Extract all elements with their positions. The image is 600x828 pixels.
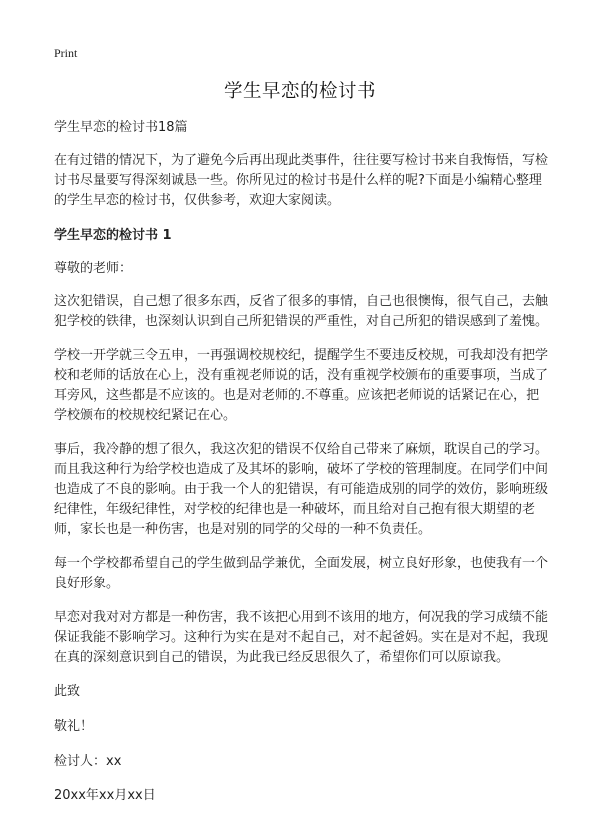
document-body xyxy=(54,118,548,806)
body-paragraph: 学校一开学就三令五申，一再强调校规校纪，提醒学生不要违反校规，可我却没有把学校和老师的话放在心上，没有重视老师说的话，没有重视学校颁布的重要事项，当成了耳旁风，这些都是不应该的。也是对老师的.不尊重。应该把老师说的话紧记在心，把学校颁布的校规校纪紧记在心。 xyxy=(54,348,549,423)
document-subtitle: 学生早恋的检讨书18篇 xyxy=(54,120,188,135)
body-paragraph: 每一个学校都希望自己的学生做到品学兼优，全面发展，树立良好形象，也使我有一个良好形象。 xyxy=(54,556,549,591)
signer-line: 检讨人：xx xyxy=(54,754,122,769)
date-line: 20xx年xx月xx日 xyxy=(54,788,156,803)
body-paragraph: 这次犯错误，自己想了很多东西，反省了很多的事情，自己也很懊悔，很气自己，去触犯学校的铁律，也深刻认识到自己所犯错误的严重性，对自己所犯的错误感到了羞愧。 xyxy=(54,294,549,329)
section-heading: 学生早恋的检讨书 1 xyxy=(54,228,172,243)
page-title: 学生早恋的检讨书 xyxy=(223,81,376,102)
closing-line: 此致 xyxy=(54,684,81,699)
body-paragraph: 早恋对我对对方都是一种伤害，我不该把心用到不该用的地方，何况我的学习成绩不能保证我能不影响学习。这种行为实在是对不起自己，对不起爸妈。实在是对不起，我现在真的深刻意识到自己的错误，为此我已经反思很久了，希望你们可以原谅我。 xyxy=(54,610,549,665)
intro-paragraph: 在有过错的情况下，为了避免今后再出现此类事件，往往要写检讨书来自我悔悟，写检讨书尽量要写得深刻诚恳一些。你所见过的检讨书是什么样的呢?下面是小编精心整理的学生早恋的检讨书，仅供参考，欢迎大家阅读。 xyxy=(54,153,549,208)
salutation: 尊敬的老师： xyxy=(54,261,133,276)
body-paragraph: 事后，我冷静的想了很久，我这次犯的错误不仅给自己带来了麻烦，耽误自己的学习。而且我这种行为给学校也造成了及其坏的影响，破坏了学校的管理制度。在同学们中间也造成了不良的影响。由于我一个人的犯错误，有可能造成别的同学的效仿，影响班级纪律性，年级纪律性，对学校的纪律也是一种破坏，而且给对自己抱有很大期望的老师，家长也是一种伤害，也是对别的同学的父母的一种不负责任。 xyxy=(54,442,549,537)
closing-salute: 敬礼！ xyxy=(54,719,94,734)
print-link[interactable]: Print xyxy=(54,46,78,60)
